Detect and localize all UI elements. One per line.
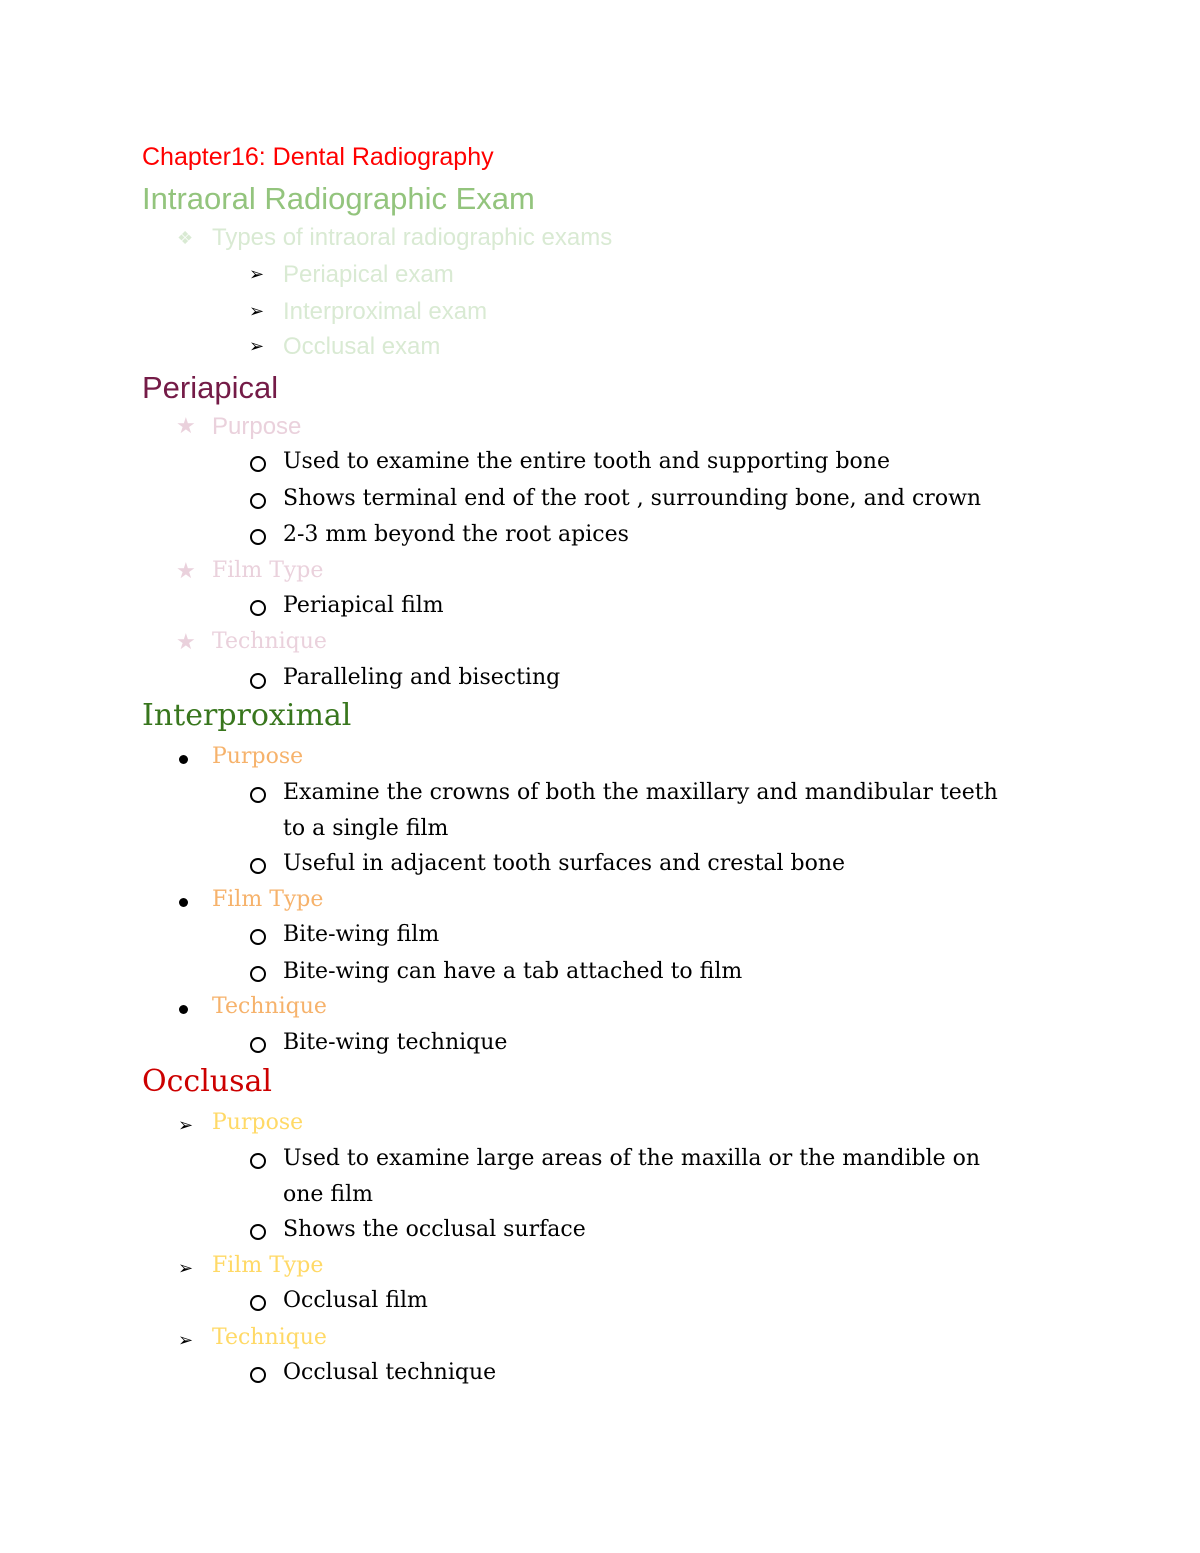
periapical-technique-item: Paralleling and bisecting [283,665,561,690]
interproximal-film-item: Bite-wing can have a tab attached to film [283,959,743,984]
circle-bullet-icon [250,966,266,982]
interproximal-technique-item: Bite-wing technique [283,1030,508,1055]
periapical-heading: Periapical [142,370,279,405]
intraoral-type-item: Interproximal exam [283,298,488,325]
circle-bullet-icon [250,1295,266,1311]
interproximal-purpose-item-continuation: to a single film [283,816,449,841]
occlusal-purpose-item: Used to examine large areas of the maxilla or the mandible on [283,1146,981,1171]
circle-bullet-icon [250,1224,266,1240]
periapical-purpose-label: Purpose [212,413,302,440]
interproximal-purpose-item: Useful in adjacent tooth surfaces and crestal bone [283,851,846,876]
interproximal-film-label: Film Type [212,887,324,912]
interproximal-purpose-item: Examine the crowns of both the maxillary and mandibular teeth [283,780,998,805]
intraoral-type-item: Occlusal exam [283,333,441,360]
occlusal-purpose-item-continuation: one film [283,1182,373,1207]
circle-bullet-icon [250,1153,266,1169]
circle-bullet-icon [250,1037,266,1053]
chapter-title: Chapter16: Dental Radiography [142,143,494,171]
interproximal-heading: Interproximal [142,698,352,733]
star-bullet-icon: ★ [176,629,196,654]
dot-bullet-icon [179,1005,188,1014]
dot-bullet-icon [179,755,188,764]
circle-bullet-icon [250,929,266,945]
periapical-film-label: Film Type [212,558,324,583]
occlusal-purpose-label: Purpose [212,1110,304,1135]
intraoral-types-label: Types of intraoral radiographic exams [212,224,613,251]
dot-bullet-icon [179,898,188,907]
occlusal-film-label: Film Type [212,1253,324,1278]
periapical-purpose-item: Used to examine the entire tooth and supporting bone [283,449,890,474]
circle-bullet-icon [250,787,266,803]
circle-bullet-icon [250,600,266,616]
periapical-film-item: Periapical film [283,593,444,618]
arrow-bullet-icon: ➢ [178,1258,194,1278]
intraoral-type-item: Periapical exam [283,261,454,288]
circle-bullet-icon [250,673,266,689]
intraoral-heading: Intraoral Radiographic Exam [142,181,535,216]
star-bullet-icon: ★ [176,558,196,583]
arrow-bullet-icon: ➢ [178,1330,194,1350]
periapical-purpose-item: Shows terminal end of the root , surrounding bone, and crown [283,486,982,511]
occlusal-purpose-item: Shows the occlusal surface [283,1217,586,1242]
periapical-technique-label: Technique [212,629,327,654]
circle-bullet-icon [250,1367,266,1383]
occlusal-technique-label: Technique [212,1325,327,1350]
interproximal-purpose-label: Purpose [212,744,304,769]
periapical-purpose-item: 2-3 mm beyond the root apices [283,522,629,547]
circle-bullet-icon [250,456,266,472]
arrow-bullet-icon: ➢ [249,301,265,321]
interproximal-technique-label: Technique [212,994,327,1019]
circle-bullet-icon [250,493,266,509]
arrow-bullet-icon: ➢ [178,1115,194,1135]
circle-bullet-icon [250,858,266,874]
arrow-bullet-icon: ➢ [249,336,265,356]
circle-bullet-icon [250,529,266,545]
occlusal-technique-item: Occlusal technique [283,1360,497,1385]
diamond-bullet-icon: ❖ [177,228,194,248]
interproximal-film-item: Bite-wing film [283,922,440,947]
occlusal-heading: Occlusal [142,1064,272,1099]
occlusal-film-item: Occlusal film [283,1288,428,1313]
arrow-bullet-icon: ➢ [249,264,265,284]
star-bullet-icon: ★ [176,413,196,438]
